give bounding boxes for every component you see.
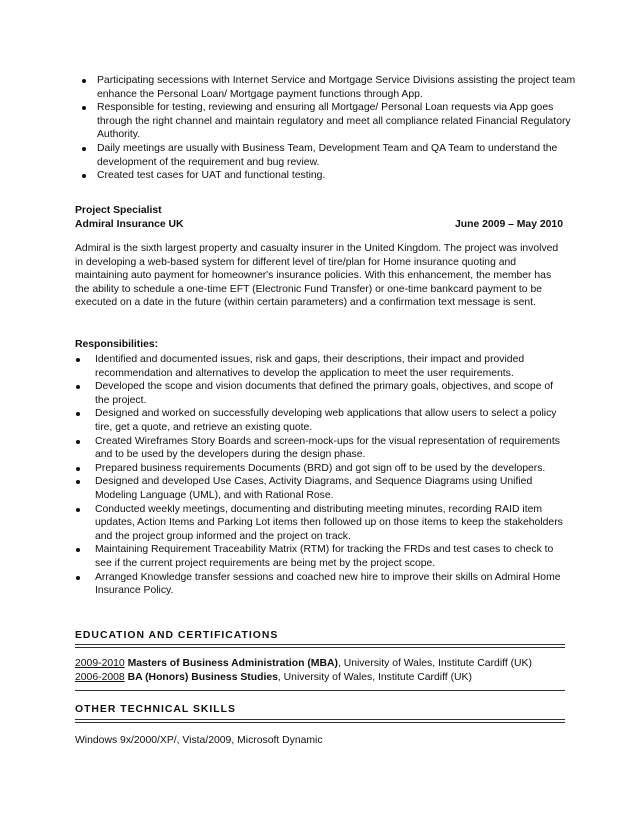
skills-divider [75, 719, 565, 720]
skills-top-divider [75, 690, 565, 691]
responsibility-item: Designed and developed Use Cases, Activity Diagrams, and Sequence Diagrams using Unified Modeling Language (UML), and with Rational Rose. [95, 475, 565, 502]
job-title: Project Specialist [75, 205, 162, 216]
bullet-item: Daily meetings are usually with Business Team, Development Team and QA Team to understand the development of the requirement and bug review. [97, 142, 587, 169]
skills-text: Windows 9x/2000/XP/, Vista/2009, Microsoft Dynamic [75, 735, 323, 746]
education-degree: Masters of Business Administration (MBA) [127, 658, 338, 669]
responsibility-item: Identified and documented issues, risk and gaps, their descriptions, their impact and provided recommendation and alternatives to develop the application to meet the user requirements. [95, 353, 565, 380]
responsibility-item: Conducted weekly meetings, documenting and distributing meeting minutes, recording RAID item updates, Action Items and Parking Lot items then followed up on those items to keep the stakeholders and the project group informed and the project on track. [95, 503, 565, 544]
responsibility-item: Created Wireframes Story Boards and screen-mock-ups for the visual representation of requirements and to be used by the developers during the design phase. [95, 435, 565, 462]
education-years: 2009-2010 [75, 658, 125, 669]
responsibilities-list [95, 353, 565, 598]
education-years: 2006-2008 [75, 672, 125, 683]
skills-heading: OTHER TECHNICAL SKILLS [75, 704, 236, 715]
responsibility-item: Prepared business requirements Documents (BRD) and got sign off to be used by the developers. [95, 462, 565, 476]
job-dates: June 2009 – May 2010 [454, 219, 563, 230]
responsibilities-heading: Responsibilities: [75, 339, 159, 350]
education-school: , University of Wales, Institute Cardiff (UK) [337, 658, 532, 669]
responsibility-item: Designed and worked on successfully developing web applications that allow users to select a policy tire, get a quote, and retrieve an existing quote. [95, 407, 565, 434]
education-divider-second [75, 647, 565, 648]
previous-job-bullet-list [97, 74, 587, 183]
bullet-item: Responsible for testing, reviewing and ensuring all Mortgage/ Personal Loan requests via App goes through the right channel and maintain regulatory and meet all compliance related Financial Regulatory Authority. [97, 101, 587, 142]
education-heading: EDUCATION AND CERTIFICATIONS [75, 630, 279, 641]
job-description: Admiral is the sixth largest property and casualty insurer in the United Kingdom. The project was involved in developing a web-based system for different level of tire/plan for Home insurance quoting and maintaining auto payment for homeowner's insurance policies. With this enhancement, the member has the ability to schedule a one-time EFT (Electronic Fund Transfer) or one-time bankcard payment to be executed on a date in the future (within certain parameters) and a confirmation text message is sent. [75, 243, 559, 309]
job-company: Admiral Insurance UK [75, 219, 184, 230]
responsibility-item: Developed the scope and vision documents that defined the primary goals, objectives, and scope of the project. [95, 380, 565, 407]
bullet-item: Created test cases for UAT and functional testing. [97, 169, 587, 183]
education-school: , University of Wales, Institute Cardiff (UK) [277, 672, 472, 683]
education-entry-mba [75, 657, 532, 671]
responsibility-item: Maintaining Requirement Traceability Matrix (RTM) for tracking the FRDs and test cases to check to see if the current project requirements are being met by the project scope. [95, 543, 565, 570]
bullet-item: Participating secessions with Internet Service and Mortgage Service Divisions assisting the project team enhance the Personal Loan/ Mortgage payment functions through App. [97, 74, 587, 101]
education-entry-ba [75, 671, 472, 685]
responsibility-item: Arranged Knowledge transfer sessions and coached new hire to improve their skills on Admiral Home Insurance Policy. [95, 571, 565, 598]
skills-divider-second [75, 722, 565, 723]
education-degree: BA (Honors) Business Studies [127, 672, 278, 683]
education-divider [75, 644, 565, 645]
